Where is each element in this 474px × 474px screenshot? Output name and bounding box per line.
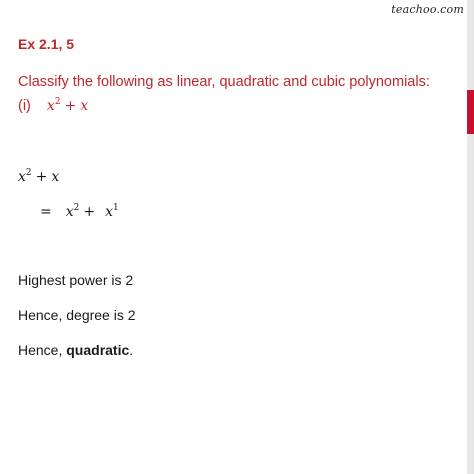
solution-expression	[18, 168, 59, 185]
scrollbar[interactable]	[467, 0, 474, 474]
expr-power: 2	[54, 97, 61, 107]
expr-operator: +	[35, 169, 48, 185]
scrollbar-thumb[interactable]	[467, 90, 474, 134]
expr-power: 2	[25, 168, 32, 178]
expr-var: x	[18, 169, 26, 185]
expr-var: x	[105, 204, 114, 220]
expr-var: x	[46, 98, 55, 114]
expr-operator: +	[83, 204, 96, 220]
expr-operator: +	[64, 98, 77, 114]
part-label: (i)	[18, 98, 31, 114]
expr-power: 1	[113, 203, 119, 213]
expr-var: x	[80, 98, 89, 114]
solution-rewrite	[40, 203, 119, 220]
equals-sign: =	[40, 204, 52, 220]
expr-var: x	[65, 204, 74, 220]
conclusion-prefix: Hence,	[18, 342, 67, 358]
highest-power-statement: Highest power is 2	[18, 272, 134, 288]
conclusion-statement	[18, 342, 133, 358]
conclusion-suffix: .	[129, 342, 134, 358]
question-part	[18, 97, 88, 114]
degree-statement: Hence, degree is 2	[18, 307, 136, 323]
question-text: Classify the following as linear, quadratic and cubic polynomials:	[18, 74, 430, 90]
brand-logo[interactable]: teachoo.com	[391, 3, 464, 16]
question-expression	[47, 98, 88, 114]
conclusion-answer: quadratic	[66, 342, 130, 358]
expr-var: x	[51, 169, 60, 185]
exercise-title: Ex 2.1, 5	[18, 36, 75, 52]
expr-power: 2	[73, 203, 80, 213]
